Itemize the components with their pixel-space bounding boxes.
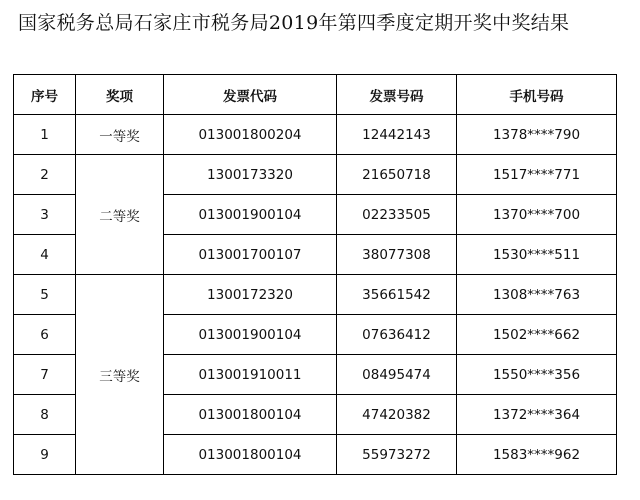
- header-row: [14, 75, 617, 115]
- table-row: [14, 275, 617, 315]
- serial-number-cell: 2: [14, 155, 76, 195]
- phone-number-cell: 1378****790: [457, 115, 617, 155]
- invoice-number-cell: 55973272: [337, 435, 457, 475]
- serial-number-cell: 1: [14, 115, 76, 155]
- invoice-number-cell: 47420382: [337, 395, 457, 435]
- header-serial-number: 序号: [14, 75, 76, 115]
- serial-number-cell: 9: [14, 435, 76, 475]
- header-phone-number: 手机号码: [457, 75, 617, 115]
- invoice-number-cell: 35661542: [337, 275, 457, 315]
- document-title: 国家税务总局石家庄市税务局2019年第四季度定期开奖中奖结果: [18, 12, 570, 34]
- invoice-code-cell: 013001800104: [164, 435, 337, 475]
- phone-number-cell: 1308****763: [457, 275, 617, 315]
- invoice-code-cell: 013001700107: [164, 235, 337, 275]
- serial-number-cell: 4: [14, 235, 76, 275]
- header-prize: 奖项: [76, 75, 164, 115]
- table-row: [14, 115, 617, 155]
- invoice-code-cell: 013001800104: [164, 395, 337, 435]
- prize-cell: 二等奖: [76, 155, 164, 275]
- invoice-code-cell: 1300173320: [164, 155, 337, 195]
- phone-number-cell: 1550****356: [457, 355, 617, 395]
- header-invoice-code: 发票代码: [164, 75, 337, 115]
- table-row: [14, 155, 617, 195]
- phone-number-cell: 1502****662: [457, 315, 617, 355]
- invoice-number-cell: 38077308: [337, 235, 457, 275]
- phone-number-cell: 1517****771: [457, 155, 617, 195]
- invoice-code-cell: 013001800204: [164, 115, 337, 155]
- invoice-number-cell: 08495474: [337, 355, 457, 395]
- serial-number-cell: 3: [14, 195, 76, 235]
- invoice-code-cell: 013001900104: [164, 195, 337, 235]
- invoice-number-cell: 07636412: [337, 315, 457, 355]
- invoice-number-cell: 21650718: [337, 155, 457, 195]
- table-body: [14, 115, 617, 475]
- phone-number-cell: 1370****700: [457, 195, 617, 235]
- invoice-number-cell: 02233505: [337, 195, 457, 235]
- serial-number-cell: 7: [14, 355, 76, 395]
- invoice-code-cell: 013001910011: [164, 355, 337, 395]
- results-table: [13, 74, 617, 475]
- invoice-number-cell: 12442143: [337, 115, 457, 155]
- phone-number-cell: 1372****364: [457, 395, 617, 435]
- prize-cell: 三等奖: [76, 275, 164, 475]
- table-header: [14, 75, 617, 115]
- invoice-code-cell: 1300172320: [164, 275, 337, 315]
- invoice-code-cell: 013001900104: [164, 315, 337, 355]
- serial-number-cell: 6: [14, 315, 76, 355]
- phone-number-cell: 1583****962: [457, 435, 617, 475]
- header-invoice-number: 发票号码: [337, 75, 457, 115]
- prize-cell: 一等奖: [76, 115, 164, 155]
- phone-number-cell: 1530****511: [457, 235, 617, 275]
- serial-number-cell: 8: [14, 395, 76, 435]
- serial-number-cell: 5: [14, 275, 76, 315]
